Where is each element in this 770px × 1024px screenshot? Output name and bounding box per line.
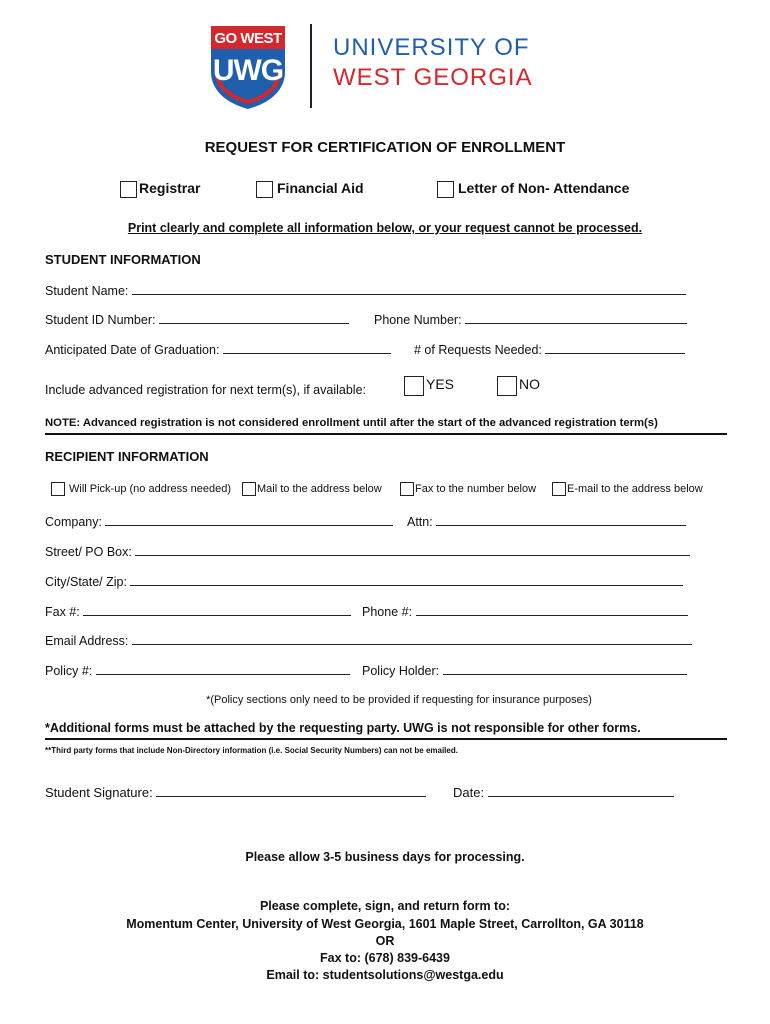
policy-row [45, 663, 350, 678]
return-or: OR [375, 934, 395, 948]
recipient-phone-label: Phone #: [362, 605, 413, 619]
date-field[interactable] [488, 785, 674, 797]
financial-aid-label: Financial Aid [277, 180, 364, 196]
logo-name-line2: WEST GEORGIA [333, 64, 533, 91]
student-id-row [45, 312, 349, 327]
email-checkbox[interactable] [552, 482, 566, 496]
policy-holder-row [362, 663, 687, 678]
delivery-email-option[interactable] [552, 482, 703, 496]
advanced-yes-checkbox[interactable] [404, 376, 424, 396]
student-name-row [45, 283, 686, 298]
return-line1: Please complete, sign, and return form to: [259, 899, 511, 913]
advanced-registration-label: Include advanced registration for next term(s), if available: [45, 383, 366, 397]
advanced-yes-option[interactable] [404, 376, 454, 396]
request-registrar[interactable] [120, 180, 200, 198]
requests-row [414, 342, 685, 357]
mail-label: Mail to the address below [257, 482, 382, 495]
street-field[interactable] [135, 544, 690, 556]
fax-checkbox[interactable] [400, 482, 414, 496]
form-title: REQUEST FOR CERTIFICATION OF ENROLLMENT [204, 139, 566, 156]
company-row [45, 514, 393, 529]
advanced-no-option[interactable] [497, 376, 540, 396]
request-non-attendance[interactable] [437, 180, 629, 198]
city-field[interactable] [130, 574, 683, 586]
pickup-checkbox[interactable] [51, 482, 65, 496]
non-attendance-label: Letter of Non- Attendance [458, 180, 630, 196]
email-label: E-mail to the address below [567, 482, 703, 495]
company-label: Company: [45, 515, 102, 529]
fax-label: Fax to the number below [415, 482, 537, 495]
university-logo [205, 22, 565, 112]
requests-label: # of Requests Needed: [414, 343, 542, 357]
date-row [453, 785, 674, 800]
date-label: Date: [453, 785, 485, 800]
email-address-label: Email Address: [45, 634, 129, 648]
policy-note: *(Policy sections only need to be provided if requesting for insurance purposes) [206, 694, 592, 706]
requests-field[interactable] [545, 342, 685, 354]
attn-label: Attn: [407, 515, 433, 529]
street-label: Street/ PO Box: [45, 545, 132, 559]
signature-field[interactable] [156, 785, 426, 797]
student-id-label: Student ID Number: [45, 313, 156, 327]
attn-row [407, 514, 686, 529]
request-financial-aid[interactable] [256, 180, 364, 198]
fax-number-field[interactable] [83, 604, 351, 616]
advanced-no-checkbox[interactable] [497, 376, 517, 396]
return-email[interactable]: Email to: studentsolutions@westga.edu [266, 968, 504, 982]
logo-badge-top: GO WEST [214, 30, 282, 47]
recipient-phone-field[interactable] [416, 604, 688, 616]
return-address: Momentum Center, University of West Georgia, 1601 Maple Street, Carrollton, GA 30118 [126, 917, 644, 931]
policy-label: Policy #: [45, 664, 93, 678]
graduation-field[interactable] [223, 342, 391, 354]
note-underline-divider [45, 433, 727, 435]
fax-row [45, 604, 351, 619]
financial-aid-checkbox[interactable] [256, 181, 273, 198]
street-row [45, 544, 690, 559]
delivery-mail-option[interactable] [242, 482, 382, 496]
student-phone-row [374, 312, 687, 327]
logo-badge-letters: UWG [212, 54, 284, 87]
recipient-info-heading: RECIPIENT INFORMATION [45, 449, 209, 464]
student-name-field[interactable] [132, 283, 686, 295]
email-address-row [45, 633, 692, 648]
policy-holder-label: Policy Holder: [362, 664, 440, 678]
graduation-row [45, 342, 391, 357]
student-info-heading: STUDENT INFORMATION [45, 252, 201, 267]
logo-divider [310, 24, 312, 108]
registrar-checkbox[interactable] [120, 181, 137, 198]
non-attendance-checkbox[interactable] [437, 181, 454, 198]
email-address-field[interactable] [132, 633, 692, 645]
fax-number-label: Fax #: [45, 605, 80, 619]
advanced-yes-label: YES [426, 376, 455, 393]
additional-forms-note: *Additional forms must be attached by the requesting party. UWG is not responsible for other forms. [45, 721, 641, 735]
return-fax: Fax to: (678) 839-6439 [320, 951, 450, 965]
advanced-no-label: NO [519, 376, 540, 393]
city-row [45, 574, 683, 589]
student-phone-field[interactable] [465, 312, 687, 324]
signature-row [45, 785, 426, 800]
registrar-label: Registrar [139, 180, 201, 196]
company-field[interactable] [105, 514, 393, 526]
attn-field[interactable] [436, 514, 686, 526]
logo-name-line1: UNIVERSITY OF [333, 34, 530, 61]
delivery-pickup-option[interactable] [51, 482, 231, 496]
pickup-label: Will Pick-up (no address needed) [69, 482, 232, 495]
graduation-label: Anticipated Date of Graduation: [45, 343, 220, 357]
additional-forms-divider [45, 738, 727, 740]
recipient-phone-row [362, 604, 688, 619]
third-party-note: **Third party forms that include Non-Directory information (i.e. Social Security Numbers) can not be emailed. [45, 746, 458, 755]
city-label: City/State/ Zip: [45, 575, 127, 589]
delivery-fax-option[interactable] [400, 482, 536, 496]
student-id-field[interactable] [159, 312, 349, 324]
signature-label: Student Signature: [45, 785, 153, 800]
student-name-label: Student Name: [45, 284, 129, 298]
advanced-registration-note: NOTE: Advanced registration is not considered enrollment until after the start of the advanced registration term(s) [45, 417, 658, 429]
policy-field[interactable] [96, 663, 350, 675]
policy-holder-field[interactable] [443, 663, 687, 675]
instruction-text: Print clearly and complete all information below, or your request cannot be processed. [127, 221, 643, 235]
mail-checkbox[interactable] [242, 482, 256, 496]
student-phone-label: Phone Number: [374, 313, 462, 327]
processing-note: Please allow 3-5 business days for processing. [245, 850, 525, 864]
